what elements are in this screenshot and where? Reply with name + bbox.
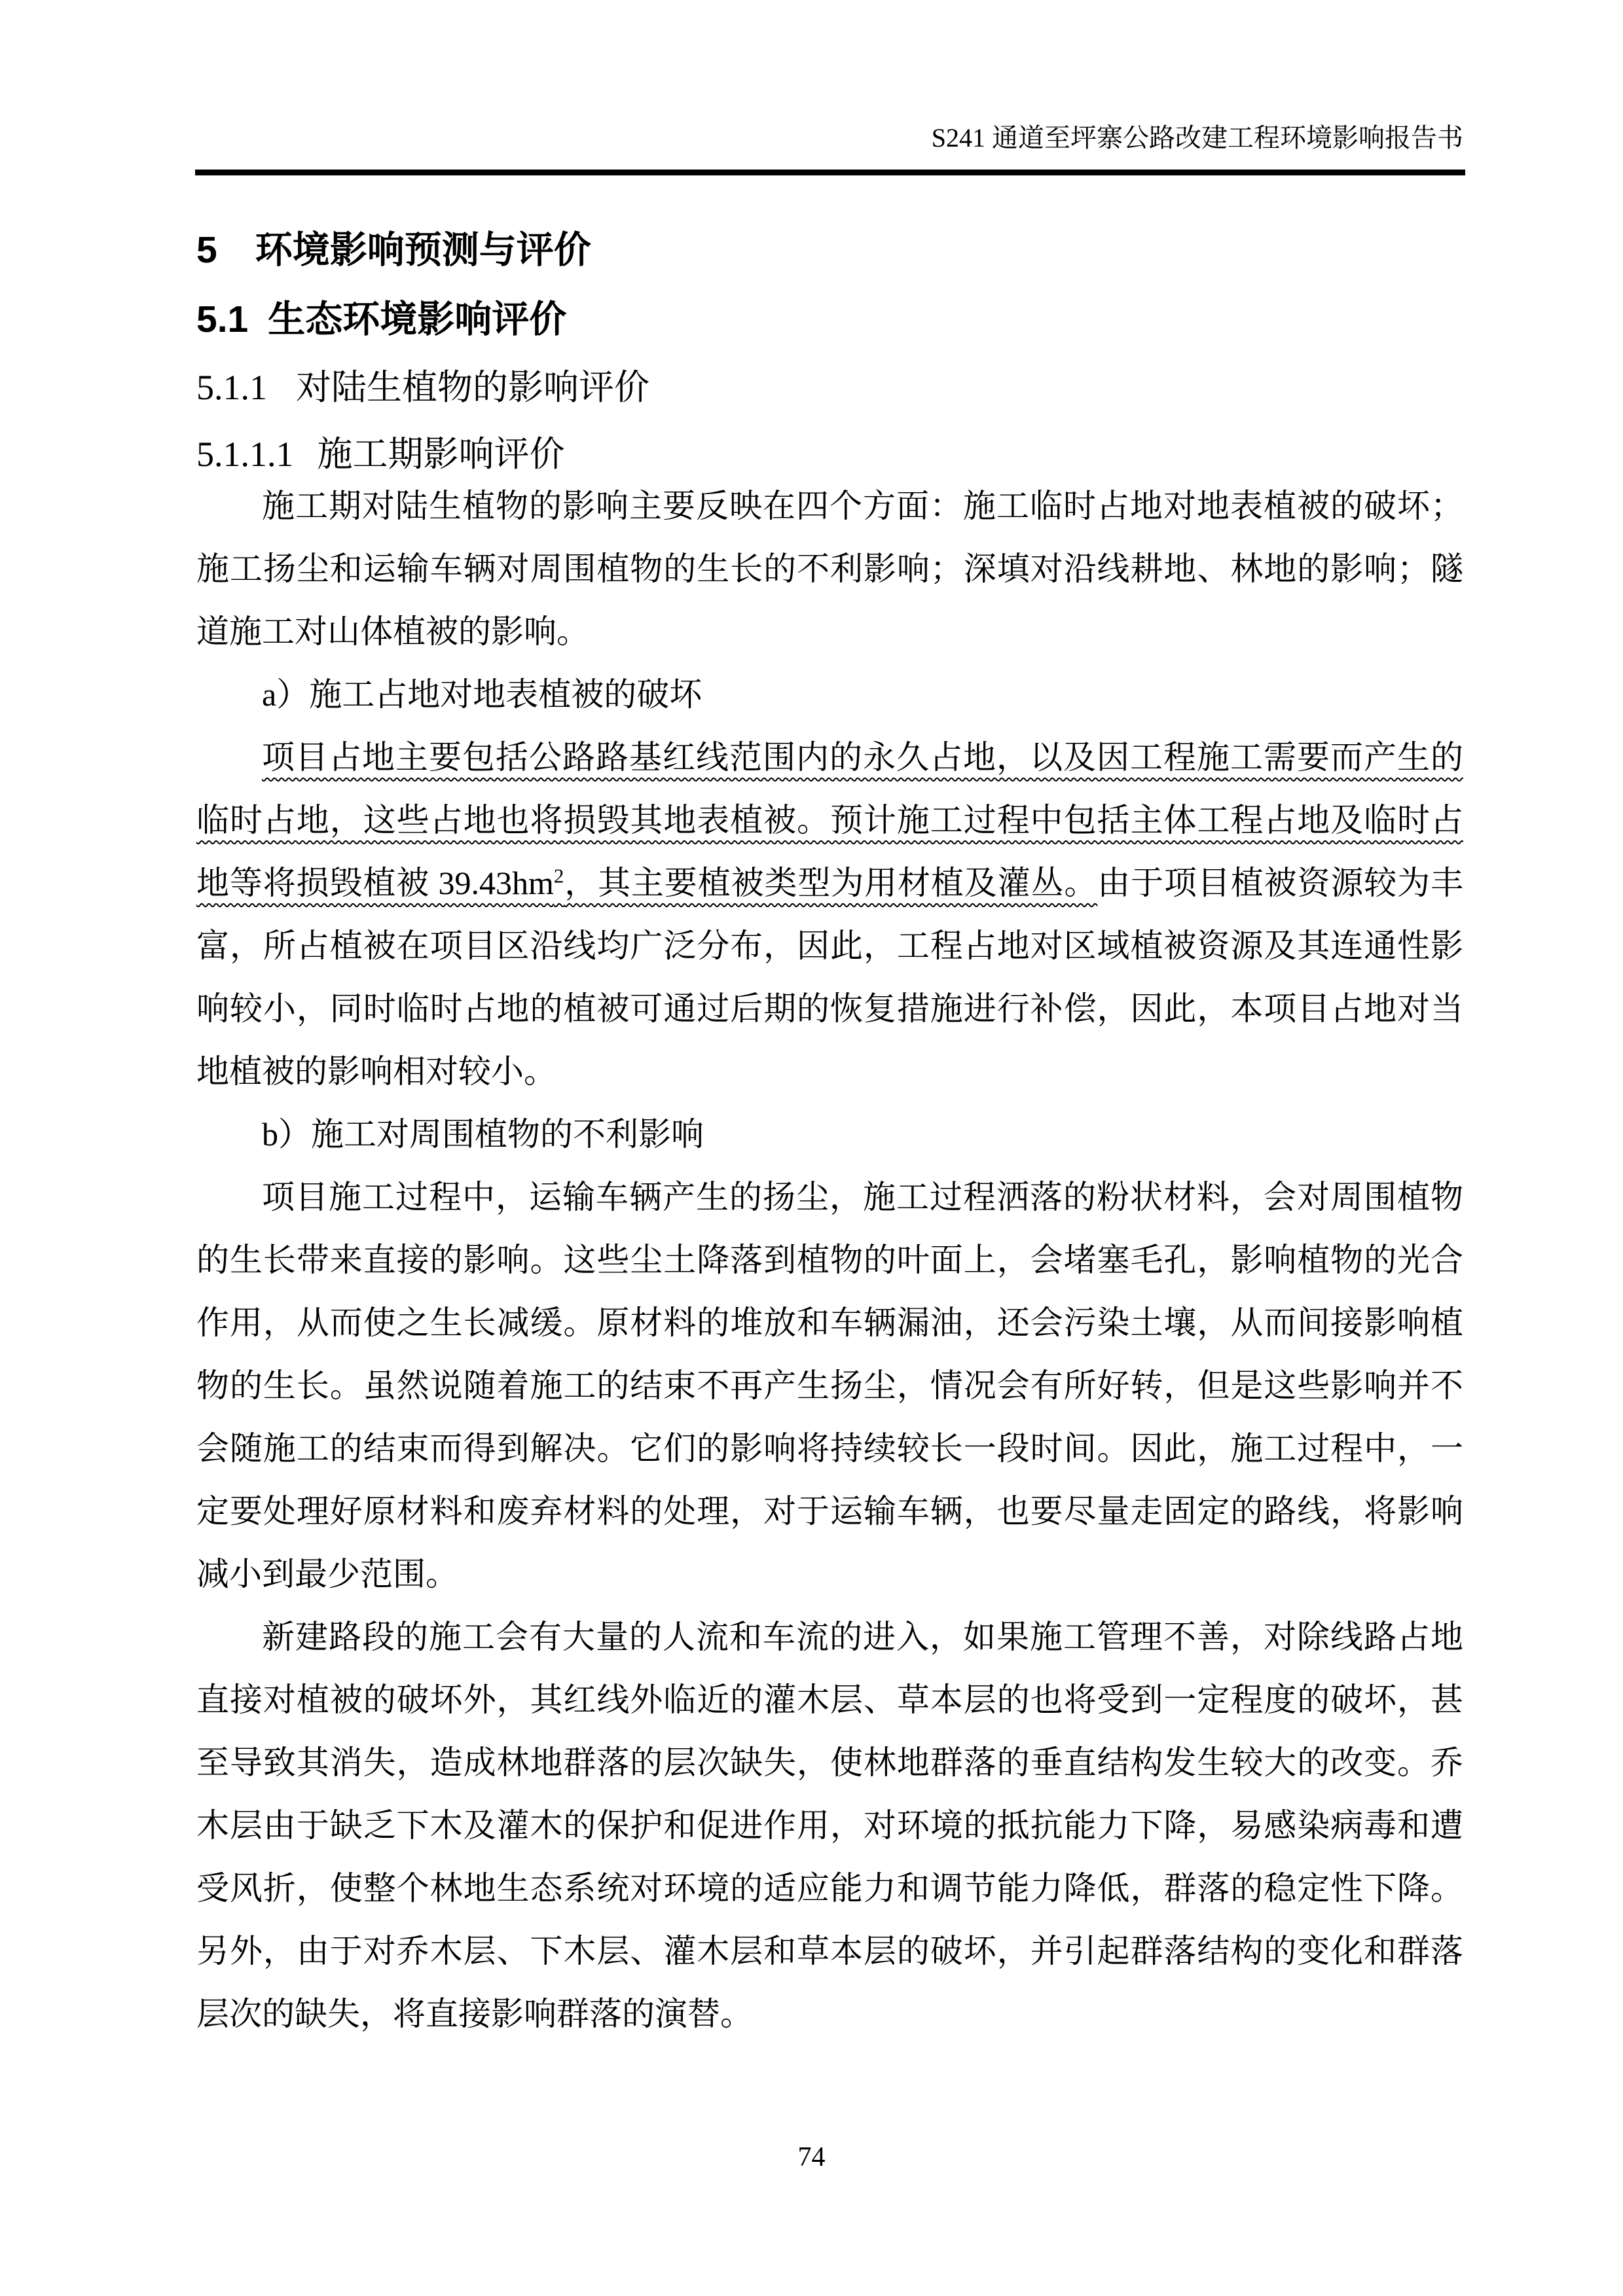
paragraph-3: 项目施工过程中，运输车辆产生的扬尘，施工过程洒落的粉状材料，会对周围植物的生长带来直接的影响。这些尘土降落到植物的叶面上，会堵塞毛孔，影响植物的光合作用，从而使之生长减缓。原材料的堆放和车辆漏油，还会污染土壤，从而间接影响植物的生长。虽然说随着施工的结束不再产生扬尘，情况会有所好转，但是这些影响并不会随施工的结束而得到解决。它们的影响将持续较长一段时间。因此，施工过程中，一定要处理好原材料和废弃材料的处理，对于运输车辆，也要尽量走固定的路线，将影响减小到最少范围。 bbox=[196, 1179, 1463, 1593]
heading-3-number: 5.1.1 bbox=[196, 368, 267, 408]
heading-4-title: 施工期影响评价 bbox=[317, 435, 565, 475]
page-header bbox=[196, 122, 1463, 154]
page-number: 74 bbox=[797, 2142, 826, 2172]
heading-level-1 bbox=[196, 229, 1463, 272]
superscript-square: 2 bbox=[553, 864, 564, 888]
heading-level-3 bbox=[196, 367, 1463, 408]
header-rule-divider bbox=[195, 170, 1465, 175]
paragraph-2-underlined-start: 项目占地主要包括公路路基红线范围内的永久占地，以及因工程施工需要而产生的临时占地，这些占地也将损毁其地表植被。预计施工过程中包括主体工程占地及临时占地等将损毁植被 39.43hm bbox=[196, 739, 1463, 902]
list-item-b: b）施工对周围植物的不利影响 bbox=[262, 1116, 704, 1153]
heading-1-number: 5 bbox=[196, 229, 217, 271]
heading-2-title: 生态环境影响评价 bbox=[268, 298, 567, 340]
heading-3-title: 对陆生植物的影响评价 bbox=[296, 368, 649, 408]
paragraph-4: 新建路段的施工会有大量的人流和车流的进入，如果施工管理不善，对除线路占地直接对植被的破坏外，其红线外临近的灌木层、草本层的也将受到一定程度的破坏，甚至导致其消失，造成林地群落的层次缺失，使林地群落的垂直结构发生较大的改变。乔木层由于缺乏下木及灌木的保护和促进作用，对环境的抵抗能力下降，易感染病毒和遭受风折，使整个林地生态系统对环境的适应能力和调节能力降低，群落的稳定性下降。另外，由于对乔木层、下木层、灌木层和草本层的破坏，并引起群落结构的变化和群落层次的缺失，将直接影响群落的演替。 bbox=[196, 1619, 1463, 2033]
heading-2-number: 5.1 bbox=[196, 298, 249, 340]
paragraph-2 bbox=[196, 726, 1463, 1103]
heading-4-number: 5.1.1.1 bbox=[196, 435, 294, 475]
paragraph-1: 施工期对陆生植物的影响主要反映在四个方面：施工临时占地对地表植被的破坏；施工扬尘和运输车辆对周围植物的生长的不利影响；深填对沿线耕地、林地的影响；隧道施工对山体植被的影响。 bbox=[196, 488, 1463, 651]
paragraph-2-underlined-end: ，其主要植被类型为用材植及灌丛。 bbox=[564, 865, 1098, 902]
list-item-a: a）施工占地对地表植被的破坏 bbox=[262, 676, 702, 713]
page-footer bbox=[0, 2142, 1623, 2173]
heading-level-4 bbox=[196, 434, 1463, 475]
heading-1-title: 环境影响预测与评价 bbox=[255, 229, 591, 271]
heading-level-2 bbox=[196, 298, 1463, 342]
paragraph-2-rest: 由于项目植被资源较为丰富，所占植被在项目区沿线均广泛分布，因此，工程占地对区域植被资源及其连通性影响较小，同时临时占地的植被可通过后期的恢复措施进行补偿，因此，本项目占地对当地植被的影响相对较小。 bbox=[196, 865, 1463, 1090]
page-content bbox=[196, 216, 1463, 2045]
header-title: S241 通道至坪寨公路改建工程环境影响报告书 bbox=[931, 123, 1463, 152]
